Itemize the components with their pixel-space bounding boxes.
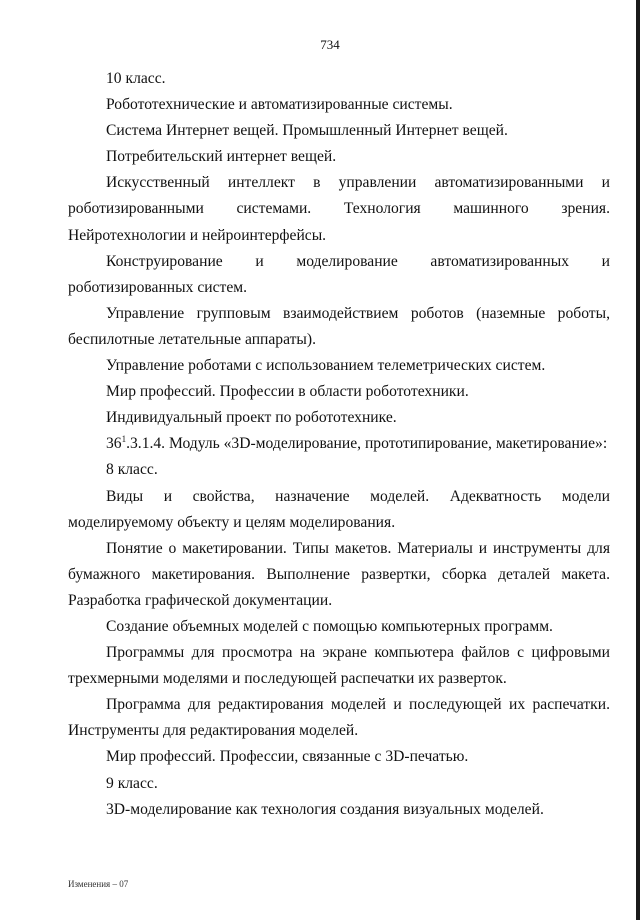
scan-edge — [636, 0, 640, 920]
paragraph: Виды и свойства, назначение моделей. Адекватность модели моделируемому объекту и целям моделирования. — [68, 487, 610, 531]
paragraph: Программа для редактирования моделей и последующей их распечатки. Инструменты для редактирования моделей. — [68, 696, 610, 740]
paragraph: Конструирование и моделирование автоматизированных и роботизированных систем. — [68, 252, 610, 296]
paragraph: Мир профессий. Профессии, связанные с 3D-печатью. — [106, 748, 469, 766]
paragraph-grade-10: 10 класс. — [106, 70, 166, 87]
paragraph: Управление групповым взаимодействием роботов (наземные роботы, беспилотные летательные аппараты). — [68, 304, 610, 348]
paragraph: Система Интернет вещей. Промышленный Интернет вещей. — [106, 122, 508, 140]
paragraph-grade-9: 9 класс. — [106, 774, 158, 792]
module-number-prefix: 36 — [106, 435, 122, 453]
module-number-rest: .3.1.4. — [126, 435, 166, 453]
paragraph: Искусственный интеллект в управлении автоматизированными и роботизированными системами. Технология машинного зрения. Нейротехнологии и нейроинтерфейсы. — [68, 174, 610, 244]
module-title: Модуль «3D-моделирование, прототипирование, макетирование»: — [165, 435, 608, 453]
paragraph: Мир профессий. Профессии в области робототехники. — [106, 383, 469, 401]
paragraph: Создание объемных моделей с помощью компьютерных программ. — [106, 617, 553, 635]
body-text — [68, 66, 610, 823]
paragraph: Индивидуальный проект по робототехнике. — [106, 409, 397, 427]
module-number-superscript: 1 — [121, 434, 127, 445]
paragraph: Понятие о макетировании. Типы макетов. Материалы и инструменты для бумажного макетирования. Выполнение развертки, сборка деталей макета. Разработка графической документации. — [68, 539, 610, 609]
module-heading — [68, 431, 610, 457]
paragraph: Управление роботами с использованием телеметрических систем. — [106, 357, 546, 375]
paragraph-grade-8: 8 класс. — [106, 461, 158, 479]
paragraph: Робототехнические и автоматизированные системы. — [106, 96, 453, 114]
paragraph: 3D-моделирование как технология создания визуальных моделей. — [106, 800, 544, 818]
footer-revision: Изменения – 07 — [68, 879, 129, 889]
page-number: 734 — [320, 37, 340, 52]
paragraph: Потребительский интернет вещей. — [106, 148, 337, 166]
paragraph: Программы для просмотра на экране компьютера файлов с цифровыми трехмерными моделями и последующей распечатки их разверток. — [68, 644, 610, 688]
